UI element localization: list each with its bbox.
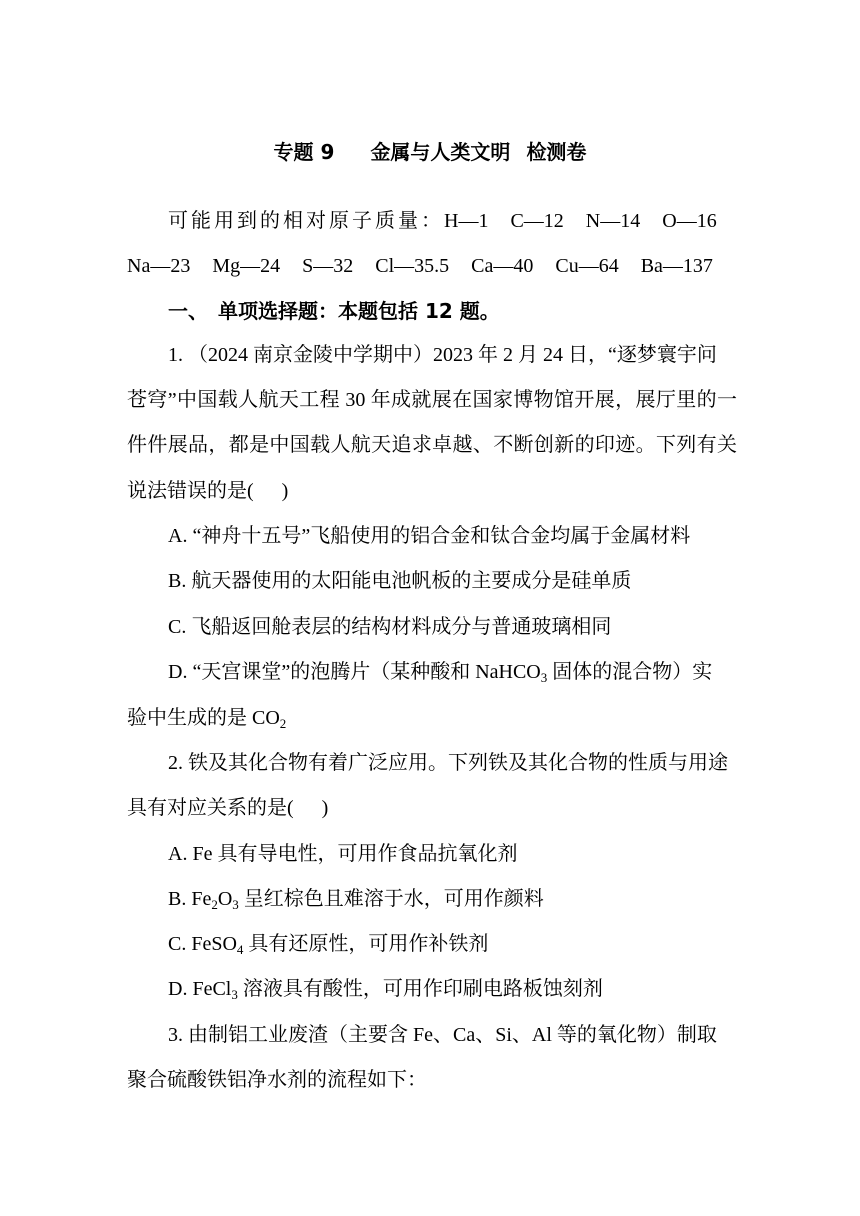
option-b-text-o: O	[217, 888, 233, 910]
question-1-line-2: 苍穹”中国载人航天工程 30 年成就展在国家博物馆开展，展厅里的一	[127, 389, 737, 411]
atomic-mass-item: C—12	[510, 210, 564, 232]
question-2-option-d	[168, 973, 738, 1005]
atomic-mass-label: 可能用到的相对原子质量：	[168, 208, 444, 232]
page-title	[0, 136, 860, 168]
question-3-line-1: 3. 由制铝工业废渣（主要含 Fe、Ca、Si、Al 等的氧化物）制取	[168, 1024, 717, 1046]
question-2-option-b	[168, 883, 738, 915]
option-d-text: D. FeCl	[168, 978, 232, 1000]
question-2-option-c	[168, 928, 738, 960]
subscript: 2	[279, 716, 287, 731]
subscript: 3	[231, 987, 238, 1002]
subscript: 3	[540, 670, 548, 685]
section-heading	[168, 295, 738, 328]
atomic-mass-item: H—1	[444, 210, 489, 232]
atomic-mass-line-1	[168, 204, 738, 237]
question-1-line-1: 1. （2024 南京金陵中学期中）2023 年 2 月 24 日，“逐梦寰宇问	[168, 344, 717, 366]
option-d-text-cont: 溶液具有酸性，可用作印刷电路板蚀刻剂	[237, 978, 603, 1000]
question-1-stem-end: 说法错误的是(	[127, 480, 254, 502]
question-2-line-1: 2. 铁及其化合物有着广泛应用。下列铁及其化合物的性质与用途	[168, 752, 728, 774]
section-number: 一、	[168, 299, 208, 323]
question-1-option-d-cont	[127, 702, 737, 734]
option-b-text: B. Fe	[168, 888, 212, 910]
question-3-line-2: 聚合硫酸铁铝净水剂的流程如下：	[127, 1069, 427, 1091]
option-d-text: D. “天宫课堂”的泡腾片（某种酸和 NaHCO	[168, 661, 541, 683]
question-2-line-2	[127, 792, 737, 824]
option-c-text-cont: 具有还原性，可用作补铁剂	[243, 933, 489, 955]
option-d-text-cont: 固体的混合物）实	[547, 661, 713, 683]
title-kind: 检测卷	[526, 140, 587, 164]
question-2-stem-end: 具有对应关系的是(	[127, 797, 294, 819]
question-2-option-a: A. Fe 具有导电性，可用作食品抗氧化剂	[168, 843, 518, 865]
atomic-mass-item: Mg—24	[212, 255, 281, 277]
question-1-line-3: 件件展品，都是中国载人航天追求卓越、不断创新的印迹。下列有关	[127, 434, 737, 456]
atomic-mass-item: S—32	[302, 255, 354, 277]
atomic-mass-item: O—16	[662, 210, 717, 232]
atomic-mass-item: Na—23	[127, 255, 191, 277]
subscript: 3	[232, 897, 239, 912]
subscript: 4	[236, 942, 244, 957]
question-1-option-c: C. 飞船返回舱表层的结构材料成分与普通玻璃相同	[168, 616, 612, 638]
title-topic: 专题 9	[273, 140, 335, 164]
atomic-mass-item: Ba—137	[640, 255, 713, 277]
question-1-option-d	[168, 656, 738, 688]
atomic-mass-line-2	[127, 250, 737, 282]
section-text: 单项选择题：本题包括 12 题。	[218, 299, 500, 323]
title-name: 金属与人类文明	[370, 140, 511, 164]
answer-paren-close: )	[321, 797, 329, 819]
subscript: 2	[211, 897, 218, 912]
question-1-option-b: B. 航天器使用的太阳能电池帆板的主要成分是硅单质	[168, 570, 632, 592]
question-1-line-4	[127, 475, 737, 507]
option-b-text-cont: 呈红棕色且难溶于水，可用作颜料	[238, 888, 544, 910]
atomic-mass-item: Cu—64	[555, 255, 619, 277]
question-1-option-a: A. “神舟十五号”飞船使用的铝合金和钛合金均属于金属材料	[168, 525, 691, 547]
answer-paren-close: )	[281, 480, 289, 502]
option-c-text: C. FeSO	[168, 933, 237, 955]
atomic-mass-item: Cl—35.5	[375, 255, 450, 277]
atomic-mass-item: N—14	[585, 210, 641, 232]
option-d-text-2: 验中生成的是 CO	[127, 707, 280, 729]
atomic-mass-item: Ca—40	[471, 255, 534, 277]
